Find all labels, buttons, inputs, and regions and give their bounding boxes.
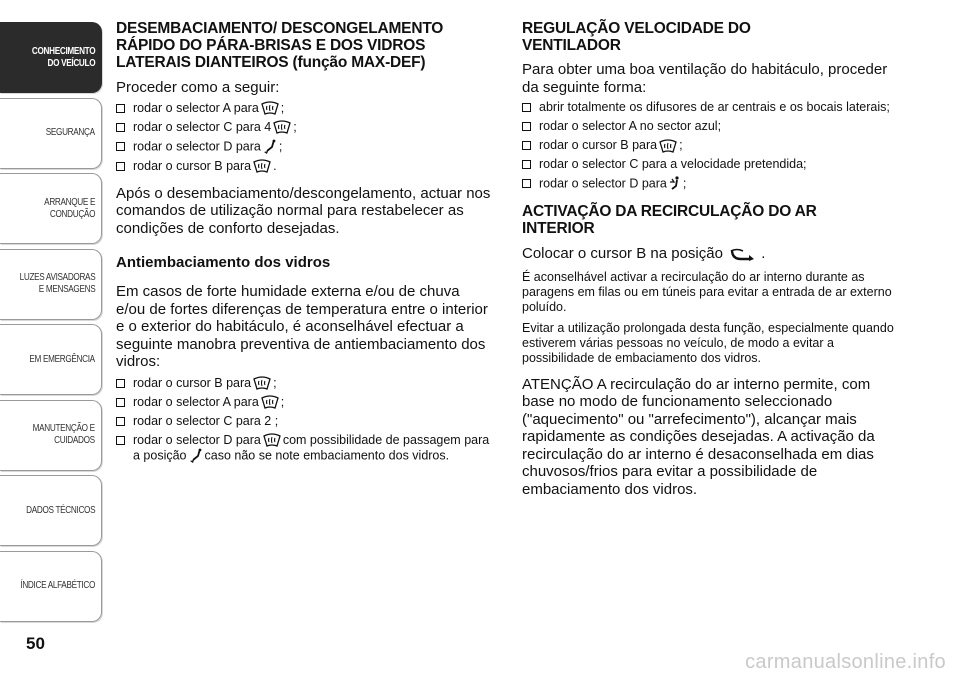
step-item	[116, 414, 491, 429]
checkbox-bullet-icon	[116, 162, 125, 171]
sidebar-tab[interactable]	[0, 22, 102, 93]
step-text: rodar o selector C para 2 ;	[133, 413, 279, 428]
step-text: abrir totalmente os difusores de ar centrais e os bocais laterais;	[539, 100, 890, 114]
sidebar-tab[interactable]	[0, 98, 102, 169]
step-text: rodar o cursor B para	[539, 138, 658, 152]
step-item	[116, 433, 491, 464]
sidebar-tab[interactable]	[0, 249, 102, 320]
step-item	[116, 159, 491, 174]
step-text-after: ;	[278, 138, 283, 153]
step-item	[116, 120, 491, 135]
step-text: rodar o selector C para a velocidade pretendida;	[539, 157, 807, 171]
windscreen-icon	[659, 139, 677, 153]
section-heading-fan-speed: REGULAÇÃO VELOCIDADE DO VENTILADOR	[522, 20, 751, 54]
steps-list	[522, 100, 902, 192]
step-item	[116, 376, 491, 391]
step-text: rodar o selector C para 4	[133, 119, 272, 134]
sidebar-tab-label: EM EMERGÊNCIA	[29, 353, 95, 365]
step-text: rodar o selector D para	[133, 432, 261, 447]
sidebar-tab-label: DADOS TÉCNICOS	[25, 504, 95, 516]
step-item	[522, 100, 902, 115]
step-item	[116, 101, 491, 116]
antiembaciamento-paragraph: Em casos de forte humidade externa e/ou de chuva e/ou de fortes diferenças de temperatura entre o interior e o exterior do habitáculo, é aconselhável efectuar a seguinte manobra preventiva de antiembaciamento dos vidros:	[116, 283, 488, 370]
chapter-sidebar	[0, 22, 102, 626]
intro-text: Proceder como a seguir:	[116, 79, 280, 96]
sidebar-tab-label: ARRANQUE E CONDUÇÃO	[44, 196, 95, 220]
step-text-after: ;	[679, 138, 683, 152]
sidebar-tab-label: SEGURANÇA	[46, 127, 95, 138]
checkbox-bullet-icon	[522, 141, 531, 150]
section-heading-recirculation: ACTIVAÇÃO DA RECIRCULAÇÃO DO AR INTERIOR	[522, 203, 817, 237]
feet-airflow-icon	[189, 448, 203, 464]
fan-intro-text: Para obter uma boa ventilação do habitáculo, proceder da seguinte forma:	[522, 61, 888, 96]
checkbox-bullet-icon	[116, 142, 125, 151]
face-airflow-icon	[669, 176, 681, 192]
page-number: 50	[26, 634, 45, 653]
windscreen-icon	[253, 376, 271, 390]
recirculation-icon	[729, 247, 755, 261]
recirculation-line	[522, 245, 902, 263]
step-text-after: ;	[280, 100, 285, 115]
recirculation-text-end: .	[761, 245, 766, 262]
sidebar-tab[interactable]	[0, 400, 102, 471]
step-text: rodar o selector A para	[133, 394, 259, 409]
after-paragraph: Após o desembaciamento/descongelamento, actuar nos comandos de utilização normal para restabelecer as condições de conforto desejadas.	[116, 184, 491, 237]
step-text-after: ;	[682, 176, 687, 191]
section-heading-max-def: DESEMBACIAMENTO/ DESCONGELAMENTO RÁPIDO DO PÁRA-BRISAS E DOS VIDROS LATERAIS DIANTEIROS (função MAX-DEF)	[116, 20, 444, 71]
recirculation-warning-note: Evitar a utilização prolongada desta função, especialmente quando estiverem várias pessoas no veículo, de modo a evitar a possibilidade de embaciamento dos vidros.	[522, 320, 894, 365]
sidebar-tab-label: ÍNDICE ALFABÉTICO	[20, 580, 95, 591]
checkbox-bullet-icon	[116, 417, 125, 426]
step-text-after: ;	[280, 394, 285, 409]
step-text: rodar o selector D para	[539, 176, 667, 191]
step-text: rodar o selector D para	[133, 138, 261, 153]
sidebar-tab[interactable]	[0, 551, 102, 622]
sidebar-tab[interactable]	[0, 475, 102, 546]
step-text-after: com possibilidade de passagem para a posição	[133, 432, 490, 462]
recirculation-text: Colocar o cursor B na posição	[522, 245, 723, 262]
sidebar-tab[interactable]	[0, 173, 102, 244]
checkbox-bullet-icon	[522, 160, 531, 169]
steps-list	[116, 101, 491, 174]
watermark: carmanualsonline.info	[745, 651, 946, 673]
sidebar-tab-label: LUZES AVISADORAS E MENSAGENS	[19, 272, 95, 295]
step-item	[522, 176, 902, 192]
checkbox-bullet-icon	[522, 122, 531, 131]
max-def-icon	[263, 433, 281, 447]
feet-airflow-icon	[263, 139, 277, 155]
step-text-after: .	[273, 158, 277, 173]
max-def-icon	[273, 120, 291, 134]
subheading-antiembaciamento: Antiembaciamento dos vidros	[116, 254, 331, 271]
max-def-icon	[261, 395, 279, 409]
checkbox-bullet-icon	[522, 103, 531, 112]
step-item	[522, 119, 902, 134]
step-item	[116, 395, 491, 410]
checkbox-bullet-icon	[522, 179, 531, 188]
attention-paragraph: ATENÇÃO A recirculação do ar interno permite, com base no modo de funcionamento seleccionado ("aquecimento" ou "arrefecimento"), alcançar mais rapidamente as condições desejadas. A activação da recirculação do ar interno é desaconselhada em dias chuvosos/frios para evitar a possibilidade de embaciamento dos vidros.	[522, 375, 875, 498]
checkbox-bullet-icon	[116, 379, 125, 388]
checkbox-bullet-icon	[116, 436, 125, 445]
step-text: rodar o selector A para	[133, 100, 259, 115]
step-item	[522, 157, 902, 172]
step-text-after: ;	[273, 375, 277, 390]
checkbox-bullet-icon	[116, 123, 125, 132]
windscreen-icon	[253, 159, 271, 173]
step-text-after: caso não se note embaciamento dos vidros.	[204, 447, 450, 462]
step-text: rodar o cursor B para	[133, 375, 252, 390]
step-item	[522, 138, 902, 153]
checkbox-bullet-icon	[116, 104, 125, 113]
left-column	[116, 20, 491, 468]
sidebar-tab-label: CONHECIMENTO DO VEÍCULO	[31, 45, 95, 69]
steps-list	[116, 376, 491, 464]
step-text-after: ;	[293, 119, 297, 134]
step-text: rodar o cursor B para	[133, 158, 252, 173]
sidebar-tab-label: MANUTENÇÃO E CUIDADOS	[32, 423, 95, 446]
sidebar-tab[interactable]	[0, 324, 102, 395]
max-def-icon	[261, 101, 279, 115]
step-item	[116, 139, 491, 155]
step-text: rodar o selector A no sector azul;	[539, 119, 722, 133]
checkbox-bullet-icon	[116, 398, 125, 407]
recirculation-note: É aconselhável activar a recirculação do ar interno durante as paragens em filas ou em túneis para evitar a entrada de ar externo poluído.	[522, 269, 892, 314]
right-column	[522, 20, 902, 498]
